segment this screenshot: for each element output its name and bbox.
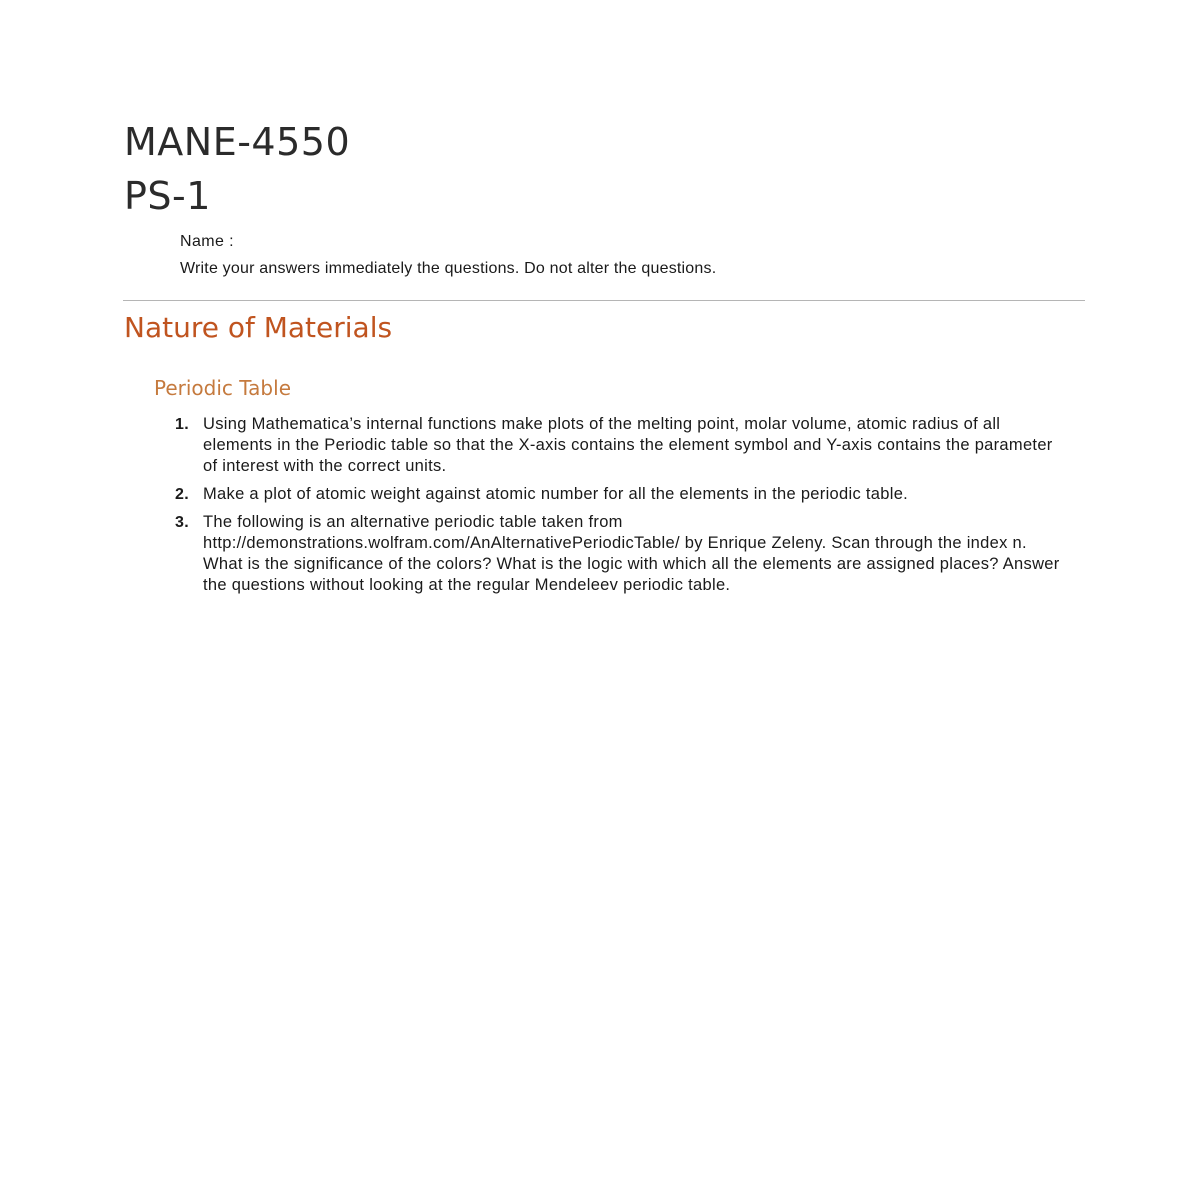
problem-set-title: PS-1 [124, 174, 211, 218]
section-title: Nature of Materials [124, 311, 393, 344]
course-title: MANE-4550 [124, 120, 351, 164]
question-item [172, 414, 1072, 477]
question-text: Using Mathematica’s internal functions make plots of the melting point, molar volume, atomic radius of all elements in the Periodic table so that the X-axis contains the element symbol and Y-axis contains the parameter of interest with the correct units. [203, 415, 1053, 475]
question-number: 3. [175, 514, 189, 531]
section-divider [123, 300, 1085, 301]
question-text: Make a plot of atomic weight against atomic number for all the elements in the periodic table. [203, 485, 909, 503]
subsection-title: Periodic Table [154, 376, 291, 400]
question-item [172, 512, 1072, 596]
name-field-label: Name : [180, 233, 234, 250]
question-number: 2. [175, 486, 189, 503]
question-text: The following is an alternative periodic table taken from http://demonstrations.wolfram.com/AnAlternativePeriodicTable/ by Enrique Zeleny. Scan through the index n. What is the significance of the colors? What is the logic with which all the elements are assigned places? Answer the questions without looking at the regular Mendeleev periodic table. [203, 513, 1060, 594]
question-list [172, 414, 1072, 603]
question-number: 1. [175, 416, 189, 433]
instructions-text: Write your answers immediately the questions. Do not alter the questions. [180, 260, 717, 277]
question-item [172, 484, 1072, 505]
